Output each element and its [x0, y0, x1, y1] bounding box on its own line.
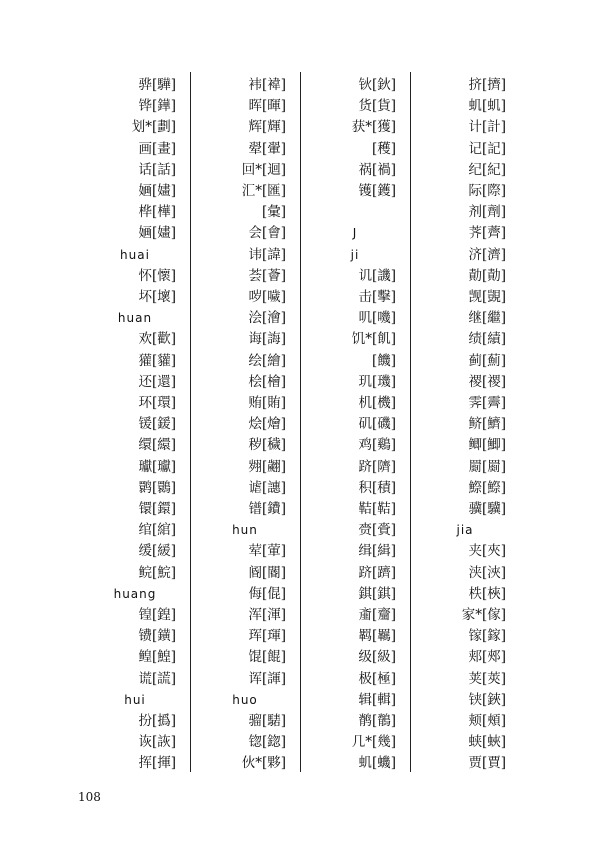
character-entry: 荠[薺] [468, 225, 506, 242]
character-entry: 罽[罽] [468, 458, 506, 475]
character-entry: [饑] [371, 352, 396, 369]
character-entry: 颊[頰] [468, 713, 506, 729]
character-entry: 记[記] [468, 140, 506, 157]
character-entry: 婳[嫿] [138, 183, 176, 199]
character-entry: 货[貨] [358, 98, 396, 115]
character-entry: 鲫[鯽] [468, 437, 506, 454]
character-entry: 铗[鋏] [468, 691, 506, 708]
pinyin-heading: huai [120, 247, 150, 262]
character-entry: 回*[迴] [241, 161, 286, 178]
character-entry: 骥[驥] [468, 501, 506, 517]
character-entry: 婳[嫿] [138, 225, 176, 242]
character-entry: 极[極] [358, 670, 396, 687]
character-entry: 矶[磯] [358, 416, 396, 433]
character-entry: 谎[謊] [138, 670, 176, 687]
character-entry: 贿[賄] [248, 395, 286, 411]
character-entry: 镨[鐨] [248, 501, 286, 517]
character-entry: 锽[鍠] [138, 607, 176, 623]
character-entry: 会[會] [248, 225, 286, 242]
character-entry: 击[擊] [358, 289, 396, 305]
character-entry: 镓[鎵] [468, 628, 506, 645]
character-entry: 计[計] [468, 119, 506, 136]
pinyin-heading: hui [124, 692, 146, 707]
column-3 [300, 72, 410, 772]
character-entry: 禝[禝] [468, 373, 506, 390]
character-entry: 齑[齏] [358, 607, 396, 623]
pinyin-heading: hun [232, 523, 258, 538]
character-entry: 鲚[鱭] [468, 416, 506, 433]
page-number: 108 [78, 790, 101, 804]
character-entry: 还[還] [138, 373, 176, 390]
character-entry: 跻[躋] [358, 564, 396, 581]
character-entry: 蛱[蛺] [468, 734, 506, 751]
character-entry: 鰶[鰶] [468, 479, 506, 496]
character-entry: 鞊[鞊] [358, 501, 396, 517]
character-entry: 谑[譓] [248, 479, 286, 496]
character-entry: 浃[浹] [468, 564, 506, 581]
character-entry: 哕[噦] [248, 289, 286, 305]
character-entry: 玑[璣] [358, 373, 396, 390]
character-entry: 绾[綰] [138, 522, 176, 539]
character-entry: 烩[燴] [248, 416, 286, 433]
pinyin-heading: huo [232, 692, 258, 707]
character-entry: 桦[樺] [138, 204, 176, 221]
character-entry: 虮[虮] [468, 98, 506, 115]
character-entry: 讥[譏] [358, 267, 396, 284]
character-entry: 祸[禍] [358, 161, 396, 178]
character-entry: 侮[倱] [248, 585, 286, 602]
character-entry: 鹮[䴉] [138, 479, 176, 496]
character-entry: 叽[嘰] [358, 310, 396, 327]
character-entry: 钬[鈥] [358, 77, 396, 93]
character-entry: 缉[緝] [358, 543, 396, 560]
column-divider [300, 72, 301, 772]
character-entry: 怀[懷] [138, 267, 176, 284]
character-entry: 诲[誨] [248, 331, 286, 348]
character-entry: 机[機] [358, 395, 396, 411]
character-entry: 勣[勣] [468, 267, 506, 284]
character-entry: 秽[穢] [248, 437, 286, 454]
character-table [80, 72, 520, 772]
character-entry: 荚[莢] [468, 670, 506, 687]
character-entry: 錤[錤] [358, 585, 396, 602]
character-entry: 铧[鏵] [138, 98, 176, 115]
character-entry: 觊[覬] [468, 289, 506, 305]
character-entry: 级[級] [358, 649, 396, 666]
column-divider [410, 72, 411, 772]
character-entry: 绘[繪] [248, 352, 286, 369]
character-entry: 柣[梜] [468, 585, 506, 602]
character-entry: 缳[繯] [138, 437, 176, 454]
character-entry: 汇*[匯] [241, 183, 286, 199]
character-entry: 纪[紀] [468, 161, 506, 178]
character-entry: 挥[揮] [138, 755, 176, 772]
character-entry: 鸡[鷄] [358, 437, 396, 454]
character-entry: 锾[鍰] [138, 416, 176, 433]
character-entry: 鹡[鶺] [358, 713, 396, 729]
character-entry: 济[濟] [468, 246, 506, 263]
character-entry: 桧[檜] [248, 373, 286, 390]
character-entry: 夹[夾] [468, 543, 506, 560]
character-entry: 翙[翽] [248, 458, 286, 475]
column-1 [80, 72, 190, 772]
character-entry: 赍[賫] [358, 522, 396, 539]
character-entry: 霁[霽] [468, 395, 506, 411]
character-entry: 瓛[瓛] [138, 458, 176, 475]
character-entry: 骝[騞] [248, 713, 286, 729]
column-divider [190, 72, 191, 772]
character-entry: 几*[幾] [351, 734, 396, 751]
character-entry: 镄[鐄] [138, 628, 176, 645]
character-entry: 镮[鐶] [138, 501, 176, 517]
character-entry: 伙*[夥] [241, 755, 286, 772]
pinyin-heading: huang [113, 586, 157, 601]
character-entry: 饥*[飢] [351, 331, 396, 348]
character-entry: 话[話] [138, 161, 176, 178]
character-entry: 虮[蟣] [358, 755, 396, 772]
character-entry: 荤[葷] [248, 543, 286, 560]
character-entry: [穫] [371, 140, 396, 157]
column-4 [410, 72, 520, 772]
character-entry: 贾[賈] [468, 755, 506, 772]
character-entry: 阍[閽] [248, 564, 286, 581]
pinyin-heading: ji [350, 247, 360, 262]
character-entry: 扮[撝] [138, 713, 176, 729]
character-entry: 浍[澮] [248, 310, 286, 327]
character-entry: 际[際] [468, 183, 506, 199]
character-entry: 鳇[鰉] [138, 649, 176, 666]
character-entry: [彙] [261, 204, 286, 221]
character-entry: 镬[鑊] [358, 183, 396, 199]
character-entry: 诙[詼] [138, 734, 176, 751]
character-entry: 浑[渾] [248, 607, 286, 623]
character-entry: 荟[薈] [248, 267, 286, 284]
column-2 [190, 72, 300, 772]
character-entry: 获*[獲] [351, 119, 396, 136]
character-entry: 馄[餛] [248, 649, 286, 666]
character-entry: 袆[褘] [248, 77, 286, 93]
character-entry: 跻[隮] [358, 458, 396, 475]
character-entry: 讳[諱] [248, 246, 286, 263]
character-entry: 挤[擠] [468, 77, 506, 93]
character-entry: 划*[劃] [131, 119, 176, 136]
character-entry: 诨[諢] [248, 670, 286, 687]
character-entry: 羁[羈] [358, 628, 396, 645]
character-entry: 辑[輯] [358, 691, 396, 708]
character-entry: 剂[劑] [468, 204, 506, 221]
character-entry: 骅[驊] [138, 77, 176, 93]
character-entry: 辉[輝] [248, 119, 286, 136]
character-entry: 鲩[鯇] [138, 564, 176, 581]
character-entry: 郏[郟] [468, 649, 506, 666]
pinyin-heading: huan [117, 311, 153, 326]
character-entry: 继[繼] [468, 310, 506, 327]
character-entry: 翚[翬] [248, 140, 286, 157]
pinyin-heading: jia [456, 523, 474, 538]
character-entry: 缓[緩] [138, 543, 176, 560]
pinyin-heading: J [352, 226, 358, 241]
character-entry: 画[畫] [138, 140, 176, 157]
character-entry: 坏[壞] [138, 289, 176, 305]
character-entry [300, 201, 410, 224]
character-entry: 环[環] [138, 395, 176, 411]
character-entry: 珲[琿] [248, 628, 286, 645]
character-entry: 积[積] [358, 479, 396, 496]
character-entry: 锪[鍃] [248, 734, 286, 751]
character-entry: 家*[傢] [461, 607, 506, 623]
character-entry: 绩[績] [468, 331, 506, 348]
character-entry: 晖[暉] [248, 98, 286, 115]
character-entry: 獾[貛] [138, 352, 176, 369]
character-entry: 蓟[薊] [468, 352, 506, 369]
character-entry: 欢[歡] [138, 331, 176, 348]
